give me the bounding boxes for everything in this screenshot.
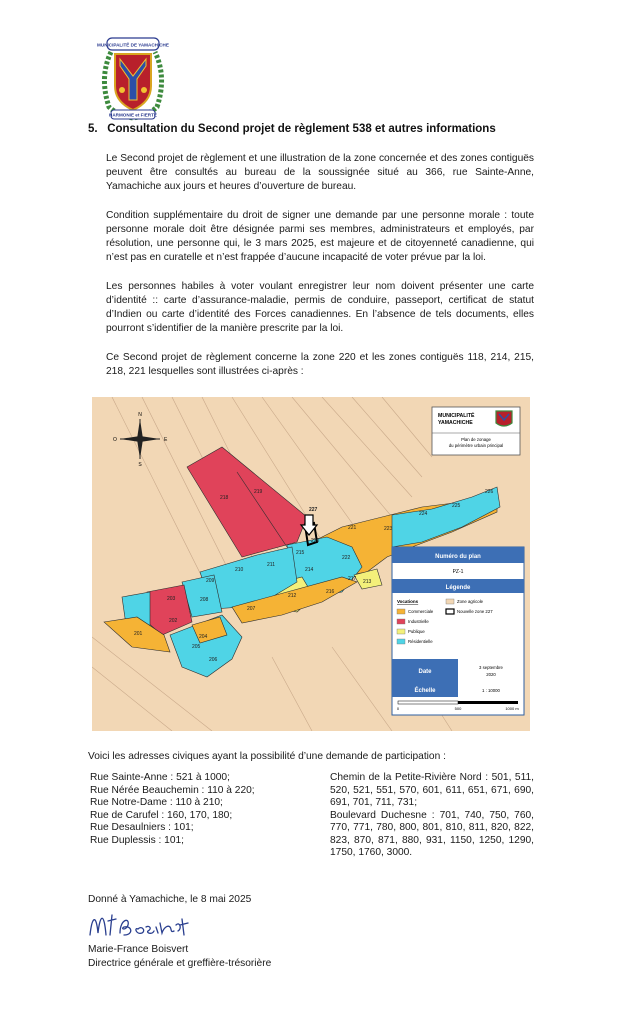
compass-w: O xyxy=(113,437,117,443)
zone-label: 206 xyxy=(209,657,218,663)
scale-tick: 0 xyxy=(396,706,400,711)
address-line: Rue Notre-Dame : 110 à 210; xyxy=(90,797,223,808)
map-header-town: YAMACHICHE xyxy=(438,420,473,426)
paragraph-identity: Les personnes habiles à voter voulant enregistrer leur nom doivent présenter une carte d’identité :: carte d’assurance-maladie, permis de conduire, passeport, certificat de statut d’Indien ou carte d’identité des Forces canadiennes. En l’absence de tels documents, elles pourront s’identifier de la manière prescrite par la loi. xyxy=(106,281,534,334)
zone-label: 203 xyxy=(167,596,176,602)
paragraph-consultation: Le Second projet de règlement et une illustration de la zone concernée et des zones contiguës peuvent être consultés au bureau de la soussignée situé au 366, rue Sainte-Anne, Yamachiche aux jours et heures d’ouverture de bureau. xyxy=(106,153,534,192)
legend-item-label: Résidentielle xyxy=(408,639,433,644)
logo-top-text: MUNICIPALITÉ DE YAMACHICHE xyxy=(97,42,169,48)
map-header-plan-title-2: du périmètre urbain principal xyxy=(448,443,504,448)
legend-date-value-2: 2020 xyxy=(486,672,496,677)
paragraph-zones: Ce Second projet de règlement concerne la zone 220 et les zones contiguës 118, 214, 215, 218, 221 lesquelles sont illustrées ci-après : xyxy=(106,352,534,377)
legend-scale-label: Échelle xyxy=(414,688,436,694)
legend-item-label: Commerciale xyxy=(408,609,434,614)
scale-tick: 500 xyxy=(454,706,462,711)
legend-scale-value: 1 : 10000 xyxy=(482,688,500,693)
zoning-map xyxy=(92,397,530,731)
zone-label: 215 xyxy=(296,550,305,556)
legend-swatch-industrielle xyxy=(397,619,405,624)
zone-label: 221 xyxy=(348,525,357,531)
signatory-name: Marie-France Boisvert xyxy=(88,944,189,955)
address-line: Rue Nérée Beauchemin : 110 à 220; xyxy=(90,784,255,796)
zone-label: 208 xyxy=(200,597,209,603)
legend-date-label: Date xyxy=(418,669,432,675)
zone-label: 211 xyxy=(267,562,275,568)
signatory xyxy=(88,943,271,971)
legend-item-label: Publique xyxy=(408,629,425,634)
zone-label: 210 xyxy=(235,567,244,573)
zone-label: 212 xyxy=(288,593,297,599)
legend-plan-number-label: Numéro du plan xyxy=(435,554,481,560)
legend-swatch-agricole xyxy=(446,599,454,604)
legend-date-value-1: 3 septembre xyxy=(479,665,503,670)
legend-item-label: Industrielle xyxy=(408,619,429,624)
zone-label: 201 xyxy=(134,631,143,637)
zone-label: 214 xyxy=(305,567,314,573)
signatory-role: Directrice générale et greffière-trésorière xyxy=(88,958,272,969)
compass-s: S xyxy=(138,462,142,468)
legend-new-zone-label: Nouvelle zone 227 xyxy=(457,609,493,614)
zone-label: 227 xyxy=(309,507,318,513)
map-header xyxy=(432,407,520,455)
map-header-plan-title-1: Plan de zonage xyxy=(461,437,491,442)
map-header-municipality: MUNICIPALITÉ xyxy=(438,413,475,419)
signature xyxy=(86,905,206,945)
legend-agricole-label: Zone agricole xyxy=(457,599,484,604)
address-line: Rue de Carufel : 160, 170, 180; xyxy=(90,809,233,821)
scale-bar-right xyxy=(458,701,518,704)
addresses-intro: Voici les adresses civiques ayant la possibilité d’une demande de participation : xyxy=(88,751,446,762)
zone-label: 222 xyxy=(342,555,351,561)
place-date: Donné à Yamachiche, le 8 mai 2025 xyxy=(88,894,252,905)
zone-label: 224 xyxy=(419,511,428,517)
zone-label: 204 xyxy=(199,634,208,640)
section-number: 5. xyxy=(88,123,98,135)
zone-label: 209 xyxy=(206,578,215,584)
logo-bottom-text: HARMONIE et FIERTÉ xyxy=(109,112,157,118)
municipality-logo xyxy=(93,32,173,122)
map-header-crest-icon xyxy=(496,411,512,426)
address-line: Boulevard Duchesne : 701, 740, 750, 760, 770, 771, 780, 800, 801, 810, 811, 820, 822, 823, 870, 871, 880, 931, 1150, 1250, 1290, 1750, 1760, 3000. xyxy=(330,809,534,858)
section-title: Consultation du Second projet de règlement 538 et autres informations xyxy=(107,123,496,135)
legend-swatch-commerciale xyxy=(397,609,405,614)
legend-panel xyxy=(392,547,524,715)
addresses-right-column xyxy=(330,772,534,860)
zone-label: 202 xyxy=(169,618,178,624)
scale-tick: 1000 m xyxy=(505,706,519,711)
compass-e: E xyxy=(164,437,168,443)
scale-bar-left xyxy=(398,701,458,704)
legend-swatch-residentielle xyxy=(397,639,405,644)
legend-plan-number: PZ-1 xyxy=(452,569,464,575)
zone-label: 223 xyxy=(384,526,393,532)
paragraph-legal-person: Condition supplémentaire du droit de signer une demande par une personne morale : toute personne morale doit être désignée parmi ses membres, administrateurs et employés, par résolution, une personne qui, le 3 mars 2025, est majeure et de citoyenneté canadienne, qui n’est pas en curatelle et n’est frappée d’aucune incapacité de voter prévue par la loi. xyxy=(106,210,534,263)
zone-label: 220 xyxy=(311,538,320,544)
section-heading xyxy=(88,123,496,135)
zone-label: 216 xyxy=(326,589,335,595)
zone-label: 213 xyxy=(363,579,372,585)
zone-label: 219 xyxy=(254,489,263,495)
legend-label: Légende xyxy=(445,585,471,591)
address-line: Rue Sainte-Anne : 521 à 1000; xyxy=(90,772,230,783)
zone-label: 225 xyxy=(452,503,461,509)
zone-label: 207 xyxy=(247,606,256,612)
address-line: Rue Duplessis : 101; xyxy=(90,834,185,846)
legend-vocations-label: Vocations xyxy=(397,599,419,604)
legend-swatch-publique xyxy=(397,629,405,634)
zone-label: 226 xyxy=(485,489,494,495)
zone-label: 218 xyxy=(220,495,229,501)
addresses-left-column xyxy=(90,772,255,847)
zone-label: 205 xyxy=(192,644,201,650)
compass-n: N xyxy=(138,412,142,418)
address-line: Rue Desaulniers : 101; xyxy=(90,822,194,833)
zone-label: 217 xyxy=(348,576,357,582)
address-line: Chemin de la Petite-Rivière Nord : 501, 511, 520, 521, 551, 570, 601, 611, 651, 671, 690, 691, 701, 711, 731; xyxy=(330,772,534,808)
